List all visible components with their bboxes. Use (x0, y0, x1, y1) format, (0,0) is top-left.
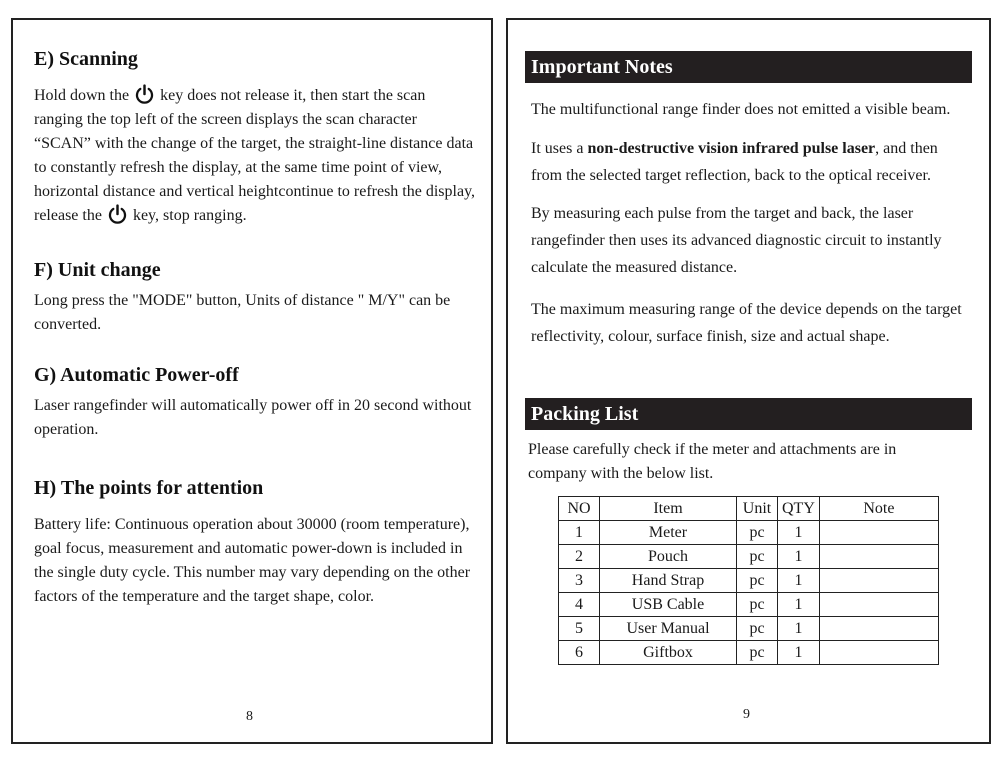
cell-unit: pc (737, 641, 778, 665)
cell-qty: 1 (778, 545, 820, 569)
cell-unit: pc (737, 593, 778, 617)
cell-unit: pc (737, 545, 778, 569)
header-qty: QTY (778, 497, 820, 521)
table-row (559, 593, 939, 617)
cell-qty: 1 (778, 593, 820, 617)
packing-intro: Please carefully check if the meter and attachments are in company with the below list. (528, 441, 897, 482)
manual-page-right (506, 18, 991, 744)
page-number: 9 (743, 707, 750, 722)
cell-qty: 1 (778, 617, 820, 641)
section-body-unit-change: Long press the "MODE" button, Units of distance " M/Y" can be converted. (34, 292, 451, 333)
table-header-row (559, 497, 939, 521)
table-row (559, 641, 939, 665)
cell-unit: pc (737, 569, 778, 593)
notes-paragraph-4: The maximum measuring range of the device depends on the target reflectivity, colour, surface finish, size and actual shape. (531, 301, 962, 345)
packing-table (558, 496, 939, 665)
cell-note (819, 569, 938, 593)
cell-no: 4 (559, 593, 600, 617)
cell-qty: 1 (778, 641, 820, 665)
cell-item: Giftbox (600, 641, 737, 665)
power-icon (107, 204, 128, 225)
page-number: 8 (246, 709, 253, 724)
cell-unit: pc (737, 617, 778, 641)
section-body-scanning: Hold down the key does not release it, then start the scan ranging the top left of the screen displays the scan character “SCAN” with the change of the target, the straight-line distance data to constantly refresh the display, at the same time point of view, horizontal distance and vertical heightcontinue to refresh the display, release the key, stop ranging. (34, 84, 476, 228)
cell-no: 3 (559, 569, 600, 593)
cell-item: Meter (600, 521, 737, 545)
table-row (559, 617, 939, 641)
section-body-auto-power-off: Laser rangefinder will automatically power off in 20 second without operation. (34, 397, 472, 438)
table-row (559, 545, 939, 569)
packing-list-heading: Packing List (525, 398, 972, 430)
section-title-unit-change: F) Unit change (34, 259, 161, 281)
cell-item: USB Cable (600, 593, 737, 617)
section-body-attention: Battery life: Continuous operation about 30000 (room temperature), goal focus, measurement and automatic power-down is included in the single duty cycle. This number may vary depending on the other factors of the temperature and the target shape, color. (34, 516, 471, 605)
cell-item: Pouch (600, 545, 737, 569)
header-note: Note (819, 497, 938, 521)
cell-qty: 1 (778, 521, 820, 545)
section-title-auto-power-off: G) Automatic Power-off (34, 364, 239, 386)
cell-no: 2 (559, 545, 600, 569)
cell-note (819, 641, 938, 665)
cell-item: User Manual (600, 617, 737, 641)
cell-no: 6 (559, 641, 600, 665)
section-title-scanning: E) Scanning (34, 48, 138, 70)
section-title-attention: H) The points for attention (34, 477, 264, 499)
cell-no: 5 (559, 617, 600, 641)
cell-note (819, 593, 938, 617)
cell-no: 1 (559, 521, 600, 545)
cell-note (819, 521, 938, 545)
table-row (559, 521, 939, 545)
header-no: NO (559, 497, 600, 521)
power-icon (134, 84, 155, 105)
cell-note (819, 617, 938, 641)
header-item: Item (600, 497, 737, 521)
manual-page-left (11, 18, 493, 744)
important-notes-heading: Important Notes (525, 51, 972, 83)
cell-note (819, 545, 938, 569)
cell-qty: 1 (778, 569, 820, 593)
notes-paragraph-3: By measuring each pulse from the target and back, the laser rangefinder then uses its advanced diagnostic circuit to instantly calculate the measured distance. (531, 205, 942, 276)
notes-paragraph-1: The multifunctional range finder does not emitted a visible beam. (531, 101, 951, 118)
table-row (559, 569, 939, 593)
notes-paragraph-2: It uses a non-destructive vision infrared pulse laser, and then from the selected target reflection, back to the optical receiver. (531, 140, 938, 184)
header-unit: Unit (737, 497, 778, 521)
cell-unit: pc (737, 521, 778, 545)
cell-item: Hand Strap (600, 569, 737, 593)
